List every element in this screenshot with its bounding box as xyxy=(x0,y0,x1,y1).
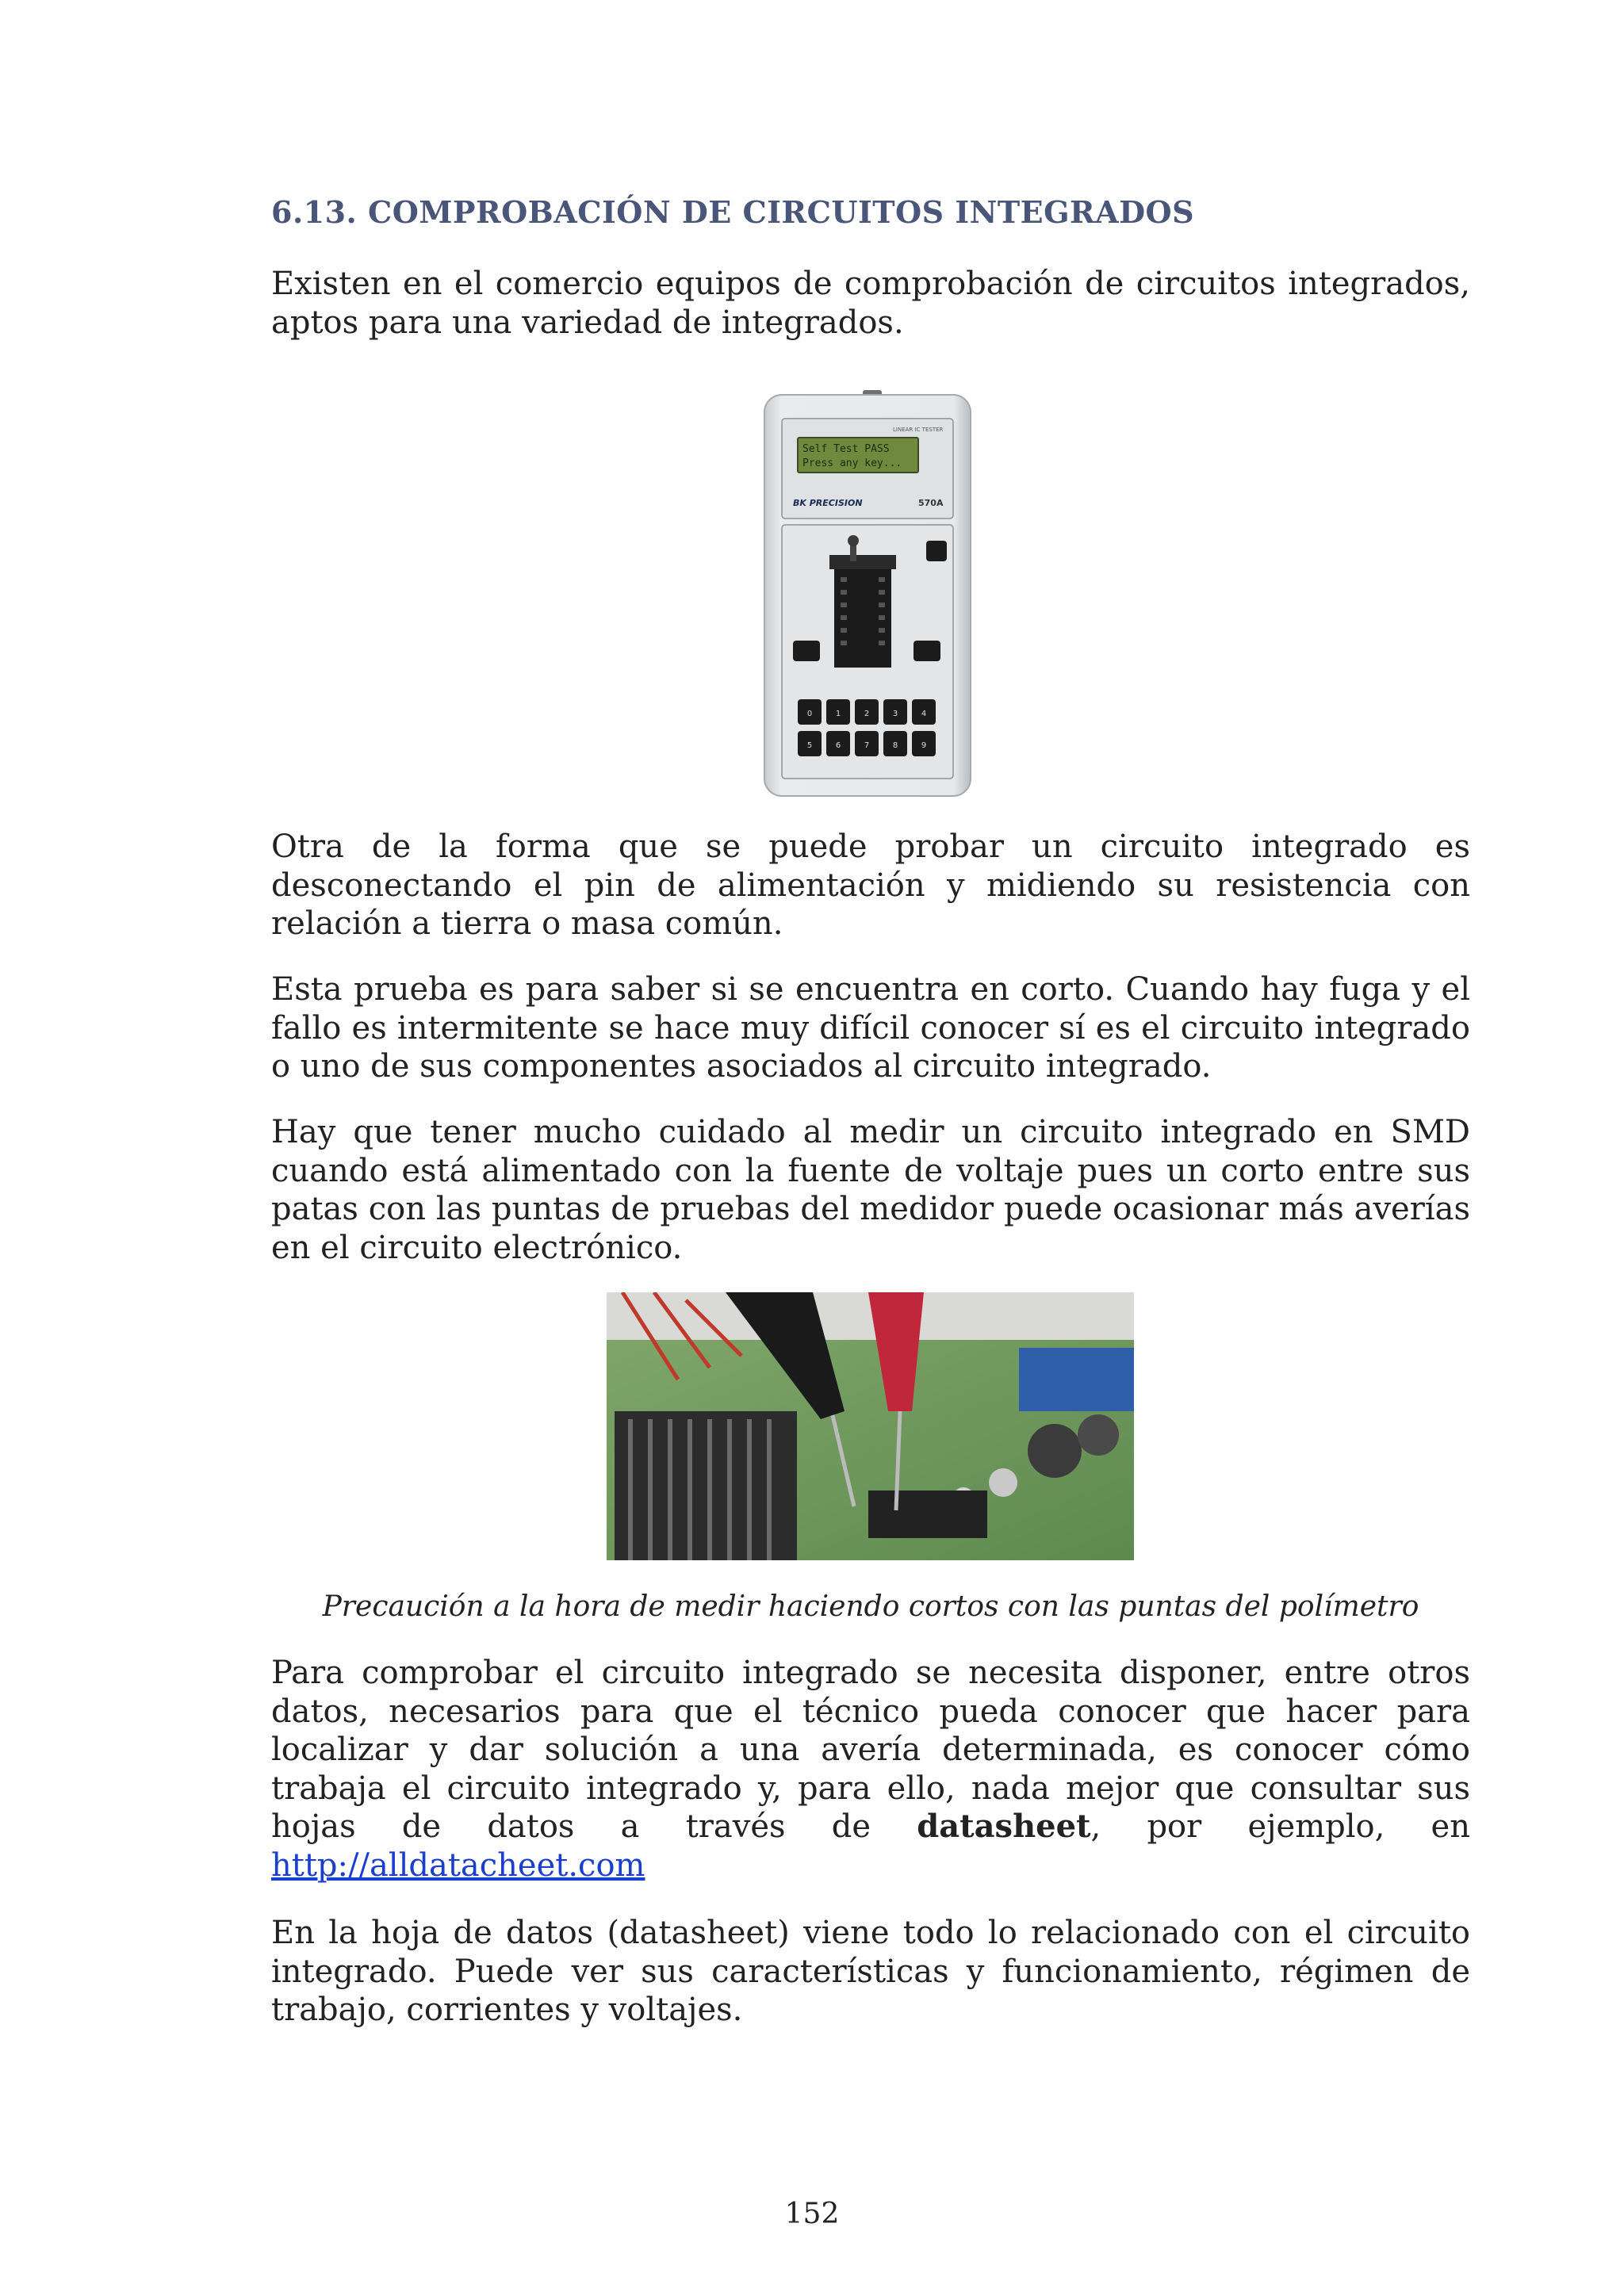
lcd-line-1: Self Test PASS xyxy=(802,443,890,455)
text-line: patas con las puntas de pruebas del medidor puede ocasionar más averías xyxy=(271,1191,1470,1227)
on-button[interactable] xyxy=(926,541,947,561)
text-line: desconectando el pin de alimentación y midiendo su resistencia con xyxy=(271,867,1470,904)
text-line: cuando está alimentado con la fuente de voltaje pues un corto entre sus xyxy=(271,1152,1470,1189)
keypad-key-label: 7 xyxy=(864,741,870,750)
paragraph-smd-warning xyxy=(271,1113,1470,1267)
text-line xyxy=(271,1808,1470,1846)
text-line: localizar y dar solución a una avería determinada, es conocer cómo xyxy=(271,1732,1470,1768)
text-line: Hay que tener mucho cuidado al medir un circuito integrado en SMD xyxy=(271,1114,1470,1150)
text-line: En la hoja de datos (datasheet) viene todo lo relacionado con el circuito xyxy=(271,1915,1470,1951)
keypad-key-label: 9 xyxy=(921,741,927,750)
paragraph-resistance xyxy=(271,828,1470,943)
image-caption: Precaución a la hora de medir haciendo cortos con las puntas del polímetro xyxy=(322,1590,1419,1623)
text-line: en el circuito electrónico. xyxy=(271,1229,683,1266)
section-heading: 6.13. COMPROBACIÓN DE CIRCUITOS INTEGRADOS xyxy=(271,194,1195,230)
model-label: 570A xyxy=(918,498,944,508)
paragraph-short-test xyxy=(271,970,1470,1086)
lcd-line-2: Press any key... xyxy=(802,457,902,469)
brand-label: BK PRECISION xyxy=(793,498,863,508)
text-line: fallo es intermitente se hace muy difícil conocer sí es el circuito integrado xyxy=(271,1009,1470,1047)
text-line xyxy=(271,1846,1470,1885)
keypad-key-label: 2 xyxy=(864,710,870,718)
panel-label: LINEAR IC TESTER xyxy=(893,427,944,433)
text-fragment: hojas de datos a través de xyxy=(271,1808,917,1845)
page-number: 152 xyxy=(784,2198,840,2230)
paragraph-intro xyxy=(271,265,1470,342)
keypad-key-label: 5 xyxy=(806,741,813,750)
text-fragment: , por ejemplo, en xyxy=(1090,1808,1470,1845)
keypad-key-label: 0 xyxy=(806,710,813,718)
paragraph-datasheet xyxy=(271,1654,1470,1885)
paragraph-datasheet-content xyxy=(271,1914,1470,2030)
text-line: o uno de sus componentes asociados al circuito integrado. xyxy=(271,1048,1212,1085)
keypad-key-label: 8 xyxy=(892,741,898,750)
alldatasheet-link[interactable]: http://alldatacheet.com xyxy=(271,1846,645,1884)
datasheet-bold: datasheet xyxy=(917,1808,1091,1845)
text-line: datos, necesarios para que el técnico pueda conocer que hacer para xyxy=(271,1693,1470,1730)
keypad-key-label: 1 xyxy=(835,710,841,718)
text-line: Otra de la forma que se puede probar un circuito integrado es xyxy=(271,828,1470,865)
keypad-key-label: 4 xyxy=(921,710,927,718)
keypad-key-label: 6 xyxy=(835,741,841,750)
text-line: Para comprobar el circuito integrado se necesita disponer, entre otros xyxy=(271,1655,1470,1691)
text-line: trabaja el circuito integrado y, para ello, nada mejor que consultar sus xyxy=(271,1770,1470,1807)
text-line: Esta prueba es para saber si se encuentra en corto. Cuando hay fuga y el xyxy=(271,971,1470,1008)
keypad-key-label: 3 xyxy=(892,710,898,718)
text-line: trabajo, corrientes y voltajes. xyxy=(271,1992,743,2028)
text-line: aptos para una variedad de integrados. xyxy=(271,304,904,341)
text-line: integrado. Puede ver sus características y funcionamiento, régimen de xyxy=(271,1953,1470,1990)
mode-button[interactable] xyxy=(793,641,820,661)
text-line: relación a tierra o masa común. xyxy=(271,905,783,942)
test-button[interactable] xyxy=(914,641,940,661)
text-line: Existen en el comercio equipos de comprobación de circuitos integrados, xyxy=(271,266,1470,302)
pcb-probes-image xyxy=(607,1292,1134,1560)
ic-tester-image xyxy=(761,387,974,799)
